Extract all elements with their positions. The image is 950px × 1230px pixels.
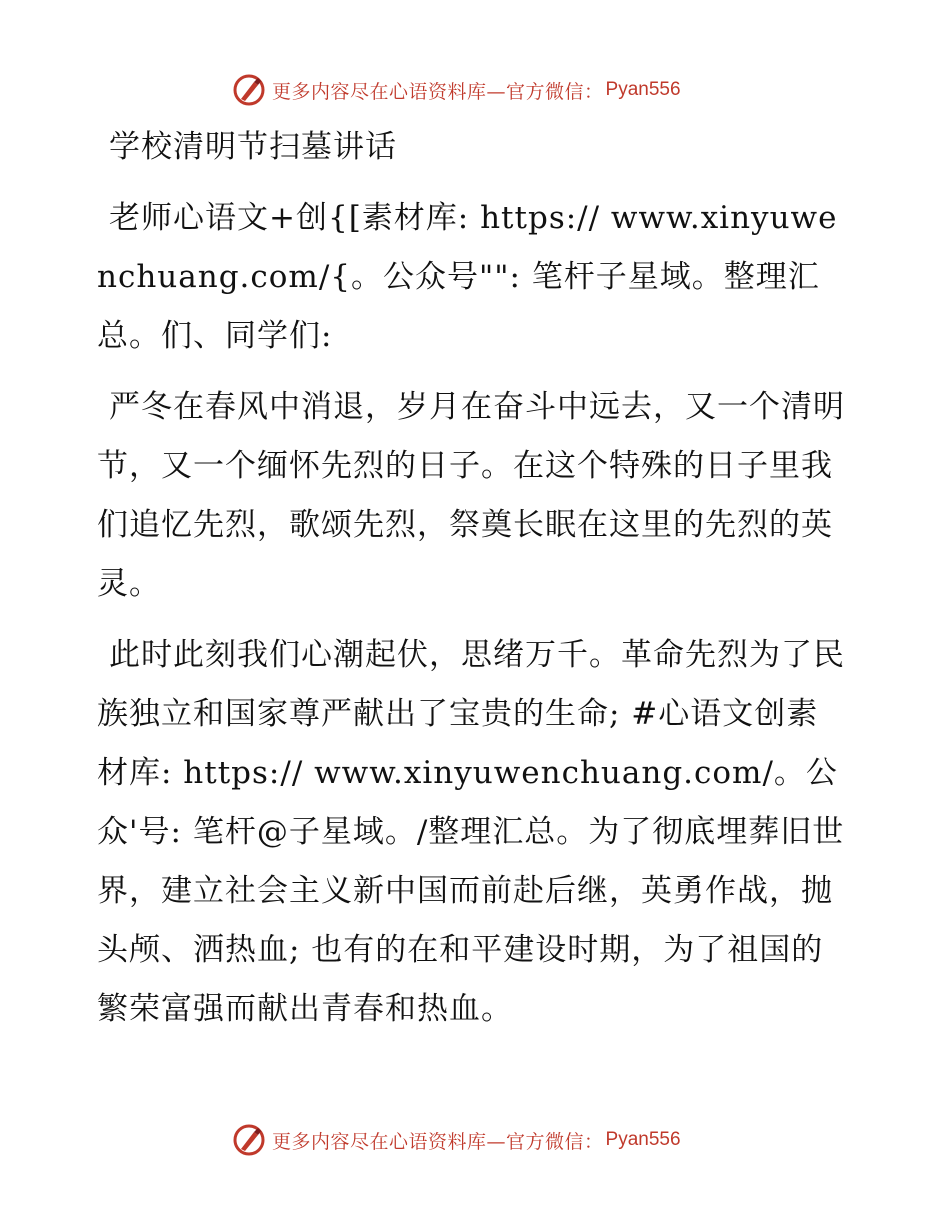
header-banner-text: 更多内容尽在心语资料库—官方微信： [272, 80, 604, 103]
pen-circle-logo-icon [232, 73, 266, 107]
pen-circle-logo-icon [232, 1123, 266, 1157]
header-banner [232, 72, 681, 108]
footer-banner-wechat-id: Pyan556 [605, 1129, 681, 1150]
paragraph-1: 老师心语文+创{[素材库: https:// www.xinyuwenchuang.com/{。公众号"": 笔杆子星域。整理汇总。们、同学们: [97, 200, 838, 354]
footer-banner [232, 1122, 681, 1158]
document-body [97, 125, 849, 1051]
header-banner-wechat-id: Pyan556 [605, 79, 681, 100]
paragraph-3: 此时此刻我们心潮起伏，思绪万千。革命先烈为了民族独立和国家尊严献出了宝贵的生命; #心语文创素材库: https:// www.xinyuwenchuang.com/。公众'号: 笔杆@子星域。/整理汇总。为了彻底埋葬旧世界，建立社会主义新中国而前赴后继，英勇作战，抛头颅、洒热血; 也有的在和平建设时期，为了祖国的繁荣富强而献出青春和热血。 [97, 637, 845, 1027]
document-title: 学校清明节扫墓讲话 [109, 129, 397, 165]
paragraph-2: 严冬在春风中消退，岁月在奋斗中远去，又一个清明节，又一个缅怀先烈的日子。在这个特殊的日子里我们追忆先烈，歌颂先烈，祭奠长眠在这里的先烈的英灵。 [97, 389, 845, 602]
footer-banner-text: 更多内容尽在心语资料库—官方微信： [272, 1130, 604, 1153]
